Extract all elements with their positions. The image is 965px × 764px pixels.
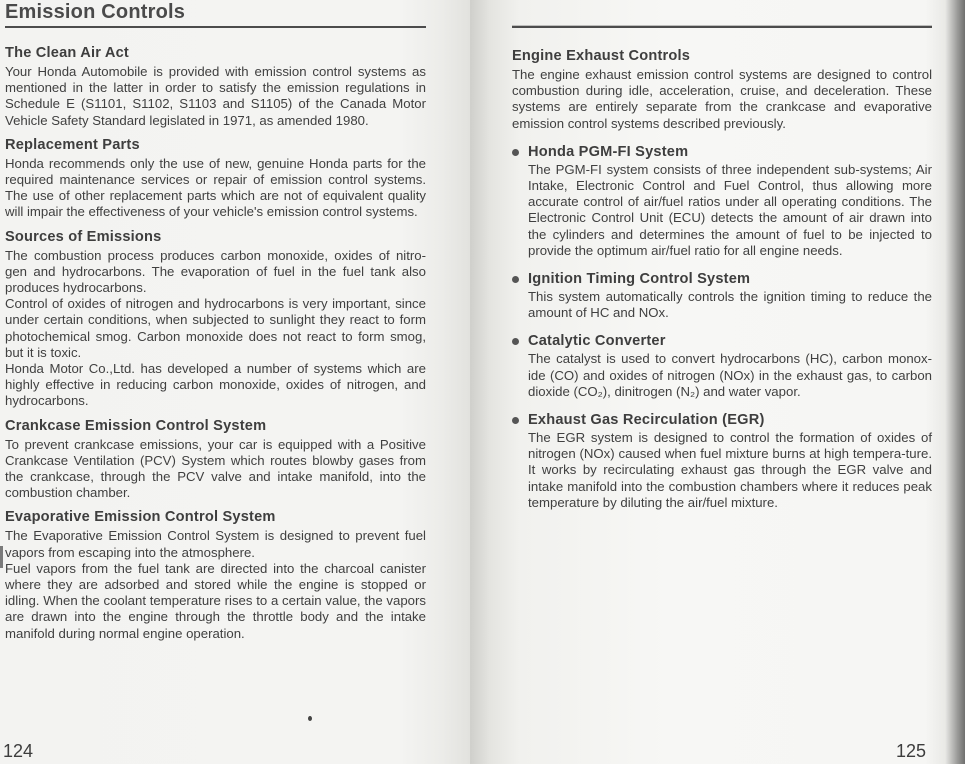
title-rule [5, 26, 426, 28]
item-body: The catalyst is used to convert hydrocarbons (HC), carbon monox-ide (CO) and oxides of nitrogen (NOx) in the exhaust gas, to carbon dioxide (CO₂), dinitrogen (N₂) and water vapor. [528, 351, 932, 399]
left-column [5, 44, 426, 642]
section-evaporative-emission-control [5, 508, 426, 641]
item-heading: Honda PGM-FI System [528, 143, 689, 160]
paragraph: Your Honda Automobile is provided with emission control systems as mentioned in the latter in order to satisfy the emission regulations in Schedule E (S1101, S1102, S1103 and S1105) of the Canada Motor Vehicle Safety Standard legislated in 1971, as amended 1980. [5, 64, 426, 128]
section-heading: Evaporative Emission Control System [5, 509, 276, 526]
paragraph: To prevent crankcase emissions, your car is equipped with a Positive Crankcase Ventilation (PCV) System which routes blowby gases from the crankcase, through the PCV valve and intake manifold, into the combustion chamber. [5, 436, 426, 501]
list-item-pgm-fi [512, 143, 932, 259]
ink-speck [308, 716, 312, 721]
section-heading: Engine Exhaust Controls [512, 48, 691, 64]
page-number-right: 125 [896, 741, 927, 761]
item-heading: Ignition Timing Control System [528, 271, 751, 288]
item-heading: Catalytic Converter [528, 333, 666, 350]
item-body: This system automatically controls the ignition timing to reduce the amount of HC and NOx. [528, 289, 932, 321]
top-rule [512, 26, 932, 28]
section-replacement-parts [5, 136, 426, 221]
paragraph: Control of oxides of nitrogen and hydrocarbons is very important, since under certain conditions, when subjected to sunlight they react to form photochemical smog. Carbon monoxide does not react to form smog, but it is toxic. [5, 296, 426, 360]
section-heading: Crankcase Emission Control System [5, 417, 267, 434]
section-crankcase-emission-control [5, 417, 426, 502]
paragraph: The combustion process produces carbon monoxide, oxides of nitro-gen and hydrocarbons. The evaporation of fuel in the fuel tank also produces hydrocarbons. [5, 247, 426, 296]
item-body: The EGR system is designed to control the formation of oxides of nitrogen (NOx) caused when fuel mixture burns at high tempera-ture. It works by recirculating exhaust gas through the EGR valve and intake manifold into the combustion chambers where it reduces peak temperature by diluting the air/fuel mixture. [528, 430, 932, 510]
list-item-catalytic-converter [512, 332, 932, 400]
list-item-ignition-timing [512, 270, 932, 321]
page-number-left: 124 [3, 741, 34, 761]
margin-mark [0, 546, 3, 568]
paragraph: Honda recommends only the use of new, genuine Honda parts for the required maintenance services or repair of emission control systems. The use of other replacement parts which are not of equivalent quality will impair the effectiveness of your vehicle's emission control systems. [5, 155, 426, 220]
item-heading: Exhaust Gas Recirculation (EGR) [528, 412, 765, 429]
section-clean-air-act [5, 44, 426, 129]
bullet-icon [512, 417, 519, 424]
paragraph: Fuel vapors from the fuel tank are directed into the charcoal canister where they are adsorbed and stored while the engine is stopped or idling. When the coolant temperature rises to a certain value, the vapors are drawn into the engine through the throttle body and the intake manifold during normal engine operation. [5, 560, 426, 641]
paragraph: The Evaporative Emission Control System is designed to prevent fuel vapors from escaping into the atmosphere. [5, 528, 426, 560]
paragraph: The engine exhaust emission control systems are designed to control combustion during idle, acceleration, cruise, and deceleration. These systems are entirely separate from the crankcase and evaporative emission control systems described previously. [512, 67, 932, 131]
bullet-icon [512, 338, 519, 345]
chapter-title: Emission Controls [5, 1, 186, 23]
section-sources-of-emissions [5, 228, 426, 410]
section-engine-exhaust-controls [512, 47, 932, 132]
item-body: The PGM-FI system consists of three independent sub-systems; Air Intake, Electronic Control and Fuel Control, thus allowing more accurate control of air/fuel ratios under all operating conditions. The Electronic Control Unit (ECU) detects the amount of air drawn into the cylinders and determines the amount of fuel to be injected to provide the optimum air/fuel ratio for all engine needs. [528, 161, 932, 258]
section-heading: Sources of Emissions [5, 228, 162, 245]
bullet-icon [512, 149, 519, 156]
list-item-egr [512, 411, 932, 511]
paragraph: Honda Motor Co.,Ltd. has developed a number of systems which are highly effective in reducing carbon monoxide, oxides of nitrogen, and hydrocarbons. [5, 361, 426, 409]
left-page [0, 0, 470, 764]
right-column [512, 47, 932, 511]
bullet-icon [512, 276, 519, 283]
section-heading: The Clean Air Act [5, 45, 129, 61]
section-heading: Replacement Parts [5, 136, 140, 153]
